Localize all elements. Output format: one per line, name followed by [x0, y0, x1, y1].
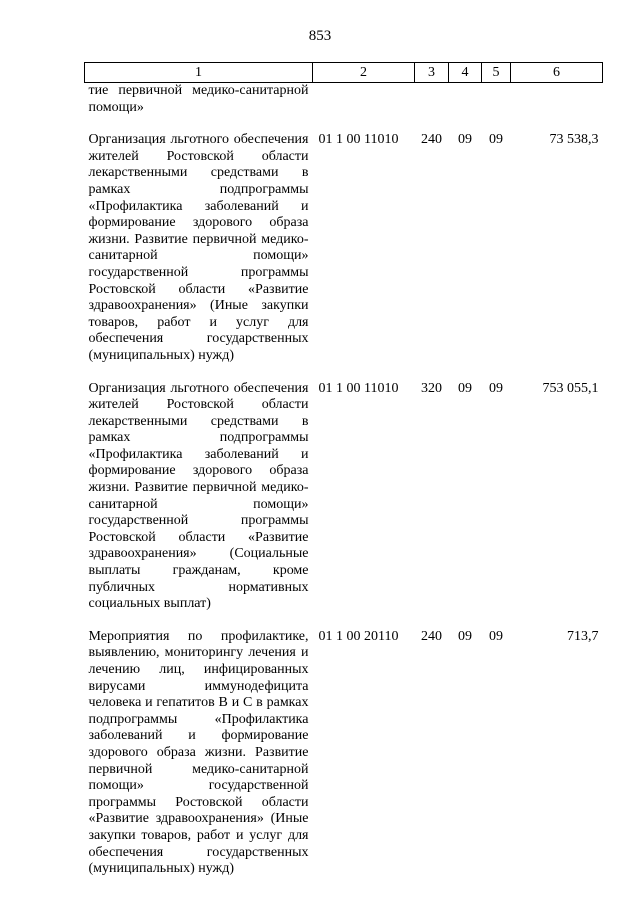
budget-table	[84, 62, 603, 878]
row-vr: 240	[421, 132, 442, 148]
table-row	[85, 132, 603, 364]
row-code: 01 1 00 11010	[318, 132, 399, 148]
row-amount: 73 538,3	[549, 132, 599, 148]
row-subsection: 09	[489, 132, 503, 148]
row-vr: 240	[421, 628, 442, 644]
row-section: 09	[458, 132, 472, 148]
row-amount	[511, 83, 603, 117]
row-subsection	[482, 83, 511, 117]
row-vr: 320	[421, 380, 442, 396]
table-row	[85, 629, 603, 878]
row-amount: 753 055,1	[542, 380, 599, 396]
row-description: Организация льготного обеспечения жителей Ростовской области лекарственными средствами в рамках подпрограммы «Профилактика заболеваний и формирование здорового образа жизни. Развитие первичной медико-санитарной помощи» государственной программы Ростовской области «Развитие здравоохранения» (Социальные выплаты гражданам, кроме публичных нормативных социальных выплат)	[88, 380, 309, 612]
header-col-1: 1	[85, 63, 313, 83]
page-number: 853	[308, 28, 332, 44]
row-description: тие первичной медико-санитарной помощи»	[88, 83, 309, 115]
row-code	[313, 83, 415, 117]
header-col-3: 3	[415, 63, 449, 83]
row-section: 09	[458, 628, 472, 644]
row-amount: 713,7	[567, 628, 599, 644]
row-section: 09	[458, 380, 472, 396]
row-description: Мероприятия по профилактике, выявлению, мониторингу лечения и лечению лиц, инфицированных вирусами иммунодефицита человека и гепатитов В и С в рамках подпрограммы «Профилактика заболеваний и формирование здорового образа жизни. Развитие первичной медико-санитарной помощи» государственной программы Ростовской области «Развитие здравоохранения» (Иные закупки товаров, работ и услуг для обеспечения государственных (муниципальных) нужд)	[88, 628, 309, 877]
row-subsection: 09	[489, 628, 503, 644]
table-row	[85, 83, 603, 117]
row-description: Организация льготного обеспечения жителей Ростовской области лекарственными средствами в рамках подпрограммы «Профилактика заболеваний и формирование здорового образа жизни. Развитие первичной медико-санитарной помощи» государственной программы Ростовской области «Развитие здравоохранения» (Иные закупки товаров, работ и услуг для обеспечения государственных (муниципальных) нужд)	[88, 132, 309, 363]
header-col-4: 4	[449, 63, 482, 83]
row-vr	[415, 83, 449, 117]
header-col-5: 5	[482, 63, 511, 83]
row-code: 01 1 00 20110	[318, 628, 399, 644]
header-col-2: 2	[313, 63, 415, 83]
table-row	[85, 381, 603, 613]
row-code: 01 1 00 11010	[318, 380, 399, 396]
header-col-6: 6	[511, 63, 603, 83]
row-subsection: 09	[489, 380, 503, 396]
row-section	[449, 83, 482, 117]
table-header	[85, 63, 603, 83]
